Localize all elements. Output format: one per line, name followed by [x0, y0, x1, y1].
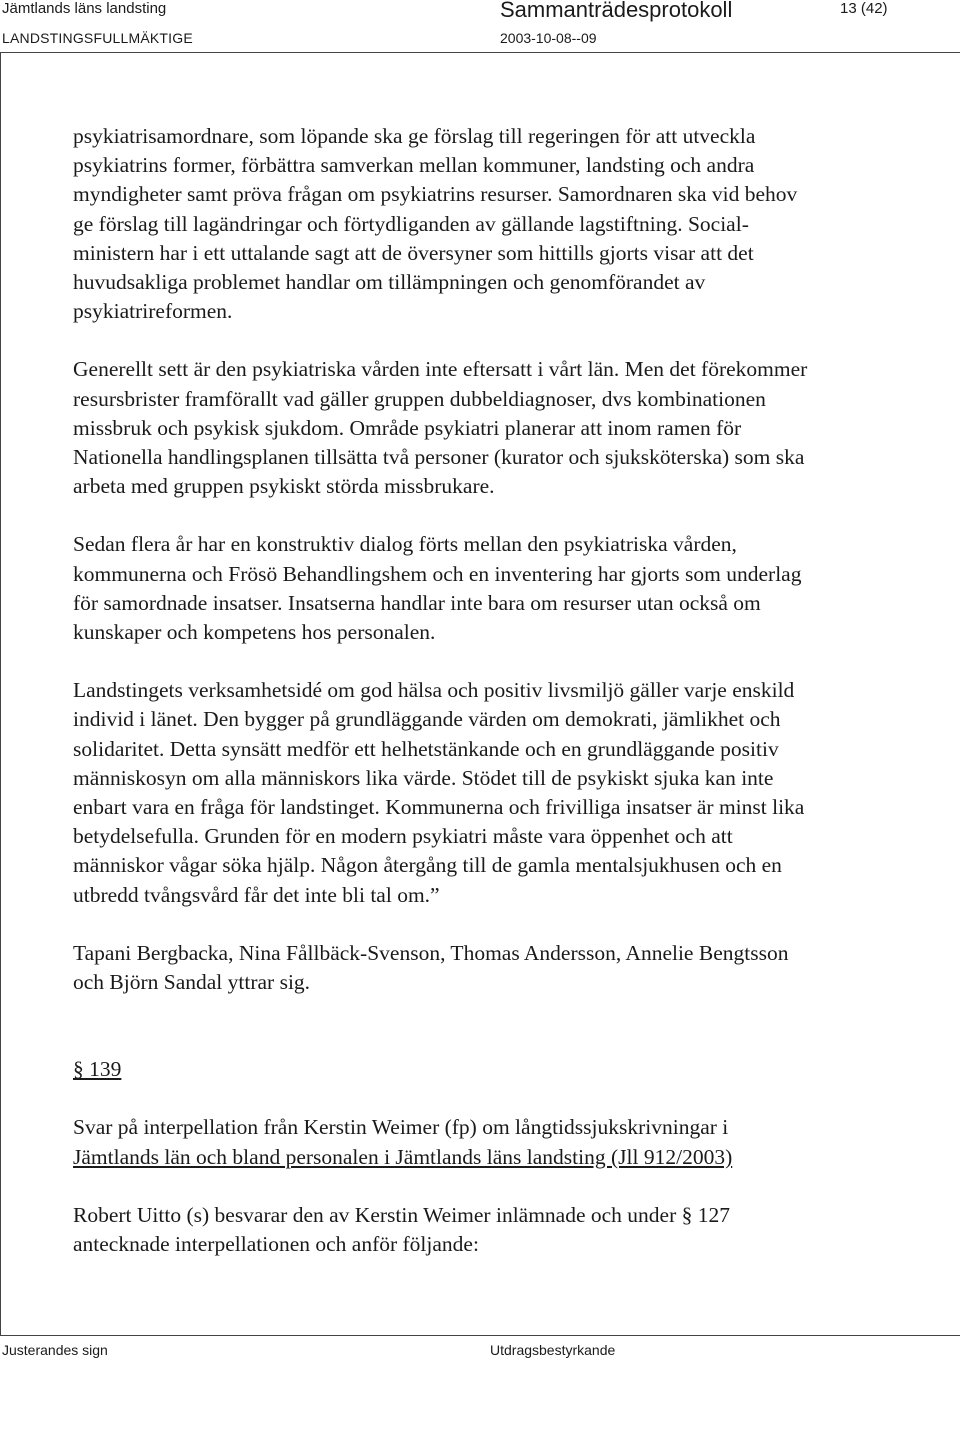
body-line: Sedan flera år har en konstruktiv dialog förts mellan den psykiatriska vården, [73, 532, 737, 557]
body-line: psykiatrisamordnare, som löpande ska ge förslag till regeringen för att utveckla [73, 124, 756, 148]
body-line: kunskaper och kompetens hos personalen. [73, 620, 436, 645]
organization-name: Jämtlands läns landsting [2, 0, 167, 17]
body-line: och Björn Sandal yttrar sig. [73, 970, 311, 995]
body-line: Generellt sett är den psykiatriska vården inte eftersatt i vårt län. Men det förekommer [73, 357, 808, 382]
body-line: enbart vara en fråga för landstinget. Kommunerna och frivilliga insatser är minst lika [73, 795, 805, 820]
body-line: missbruk och psykisk sjukdom. Område psykiatri planerar att inom ramen för [73, 415, 742, 440]
body-line: människor vågar söka hjälp. Någon återgång till de gamla mentalsjukhusen och en [73, 853, 782, 878]
body-line: individ i länet. Den bygger på grundläggande värden om demokrati, jämlikhet och [73, 707, 781, 732]
assembly-name: LANDSTINGSFULLMÄKTIGE [2, 30, 193, 46]
body-line: ministern har i ett uttalande sagt att de översyner som hittills gjorts visar att det [73, 240, 754, 265]
signature-label: Justerandes sign [2, 1342, 108, 1358]
document-body [73, 122, 943, 1259]
body-line: psykiatrireformen. [73, 299, 233, 324]
body-line: ge förslag till lagändringar och förtydliganden av gällande lagstiftning. Social- [73, 211, 749, 236]
meeting-date: 2003-10-08--09 [500, 30, 597, 46]
body-line: människosyn om alla människors lika värde. Stödet till de psykiskt sjuka kan inte [73, 765, 774, 790]
body-line: myndigheter samt pröva frågan om psykiatrins resurser. Samordnaren ska vid behov [73, 182, 798, 207]
body-line: huvudsakliga problemet handlar om tillämpningen och genomförandet av [73, 270, 706, 295]
certification-label: Utdragsbestyrkande [490, 1342, 616, 1358]
body-line: Svar på interpellation från Kerstin Weimer (fp) om långtidssjukskrivningar i [73, 1115, 729, 1140]
body-line: utbredd tvångsvård får det inte bli tal om.” [73, 882, 440, 907]
body-line: Landstingets verksamhetsidé om god hälsa och positiv livsmiljö gäller varje enskild [73, 678, 795, 703]
document-title: Sammanträdesprotokoll [500, 0, 733, 22]
body-line: antecknade interpellationen och anför följande: [73, 1232, 479, 1257]
body-line: resursbrister framförallt vad gäller gruppen dubbeldiagnoser, dvs kombinationen [73, 386, 766, 411]
body-line: för samordnade insatser. Insatserna handlar inte bara om resurser utan också om [73, 590, 761, 615]
body-line: Jämtlands län och bland personalen i Jämtlands läns landsting (Jll 912/2003) [73, 1144, 733, 1169]
body-line: kommunerna och Frösö Behandlingshem och en inventering har gjorts som underlag [73, 561, 802, 586]
body-line: psykiatrins former, förbättra samverkan mellan kommuner, landsting och andra [73, 153, 755, 178]
body-line: solidaritet. Detta synsätt medför ett helhetstänkande och en grundläggande positiv [73, 736, 779, 761]
body-line: Robert Uitto (s) besvarar den av Kerstin Weimer inlämnade och under § 127 [73, 1202, 731, 1227]
body-line: arbeta med gruppen psykiskt störda missbrukare. [73, 474, 495, 499]
section-number: § 139 [73, 1057, 122, 1082]
footer-rule [0, 1335, 960, 1336]
body-line: Nationella handlingsplanen tillsätta två personer (kurator och sjuksköterska) som ska [73, 445, 805, 470]
margin-rule [0, 52, 1, 1335]
body-line: betydelsefulla. Grunden för en modern psykiatri måste vara öppenhet och att [73, 824, 733, 849]
body-line: Tapani Bergbacka, Nina Fållbäck-Svenson, Thomas Andersson, Annelie Bengtsson [73, 940, 789, 965]
page-number: 13 (42) [840, 0, 888, 17]
header-rule [0, 52, 960, 53]
